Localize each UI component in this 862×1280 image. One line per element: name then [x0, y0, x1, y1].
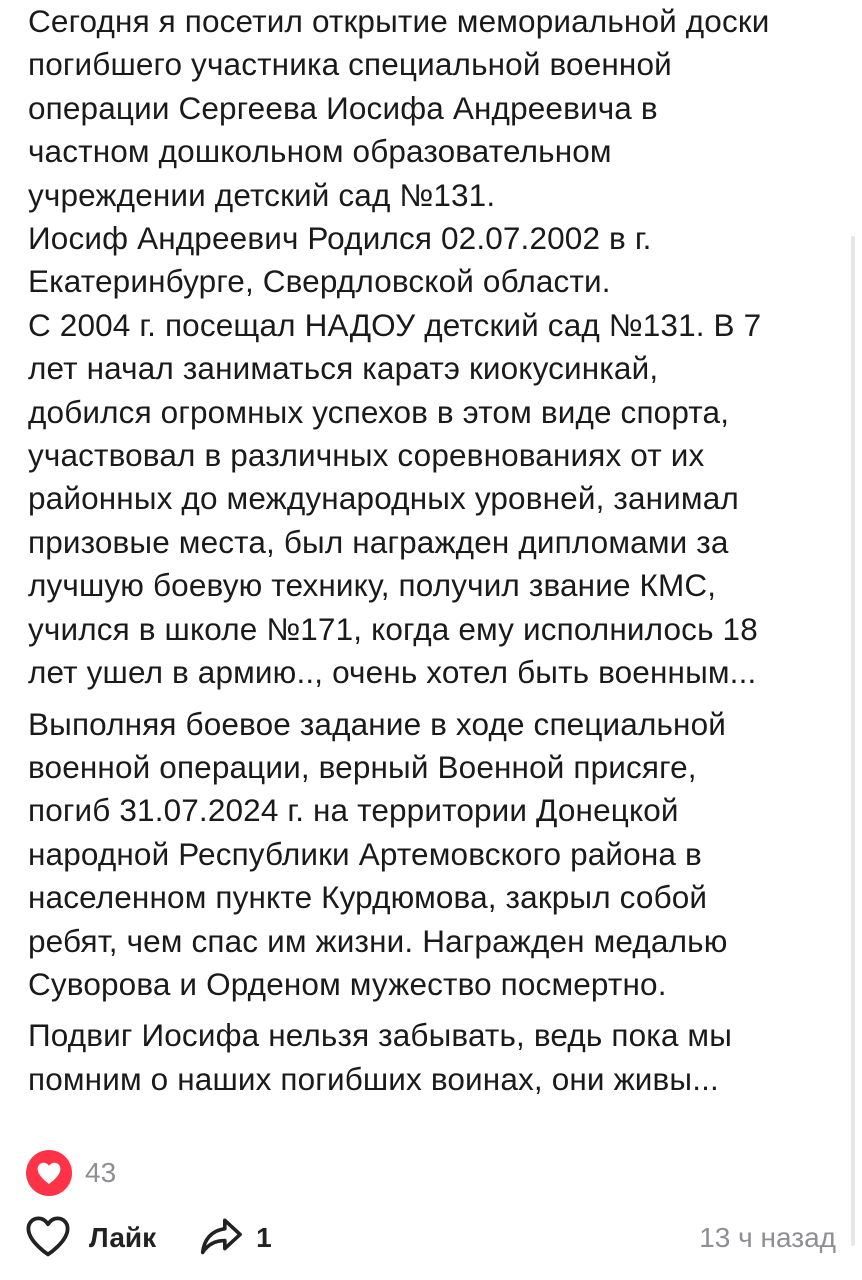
text-line: Иосиф Андреевич Родился 02.07.2002 в г.: [28, 220, 652, 257]
post-paragraph: [28, 703, 843, 1007]
post-actions-bar: [24, 1212, 836, 1264]
post-timestamp: 13 ч назад: [699, 1222, 836, 1253]
text-line: населенном пункте Курдюмова, закрыл собой: [28, 879, 708, 916]
post-paragraph: [28, 0, 843, 695]
scrollbar[interactable]: [851, 236, 855, 1246]
text-line: погибшего участника специальной военной: [28, 46, 672, 83]
likes-count: 43: [85, 1157, 117, 1188]
text-line: военной операции, верный Военной присяге,: [28, 748, 697, 785]
post-paragraph: [28, 1014, 843, 1101]
like-label: Лайк: [89, 1222, 157, 1253]
text-line: Екатеринбурге, Свердловской области.: [28, 263, 611, 300]
share-button[interactable]: [198, 1215, 272, 1262]
text-line: Сегодня я посетил открытие мемориальной доски: [28, 3, 770, 39]
text-line: лет ушел в армию.., очень хотел быть военным...: [28, 654, 757, 691]
text-line: добился огромных успехов в этом виде спорта,: [28, 393, 730, 430]
text-line: Суворова и Орденом мужество посмертно.: [28, 965, 667, 1002]
text-line: частном дошкольном образовательном: [28, 133, 612, 170]
text-line: С 2004 г. посещал НАДОУ детский сад №131. В 7: [28, 306, 762, 343]
text-line: учился в школе №171, когда ему исполнилось 18: [28, 610, 758, 647]
like-button[interactable]: [24, 1214, 156, 1263]
text-line: ребят, чем спас им жизни. Награжден медалью: [28, 922, 728, 959]
post-text: [28, 0, 843, 1101]
text-line: районных до международных уровней, занимал: [28, 480, 739, 517]
share-icon: [198, 1215, 244, 1262]
text-line: участвовал в различных соревнованиях от их: [28, 437, 705, 474]
heart-icon: [26, 1150, 72, 1196]
text-line: погиб 31.07.2024 г. на территории Донецкой: [28, 792, 679, 829]
text-line: лет начал заниматься каратэ киокусинкай,: [28, 350, 659, 387]
text-line: народной Республики Артемовского района в: [28, 835, 702, 872]
text-line: помним о наших погибших воинах, они живы...: [28, 1060, 719, 1097]
text-line: Подвиг Иосифа нельзя забывать, ведь пока мы: [28, 1017, 733, 1054]
reactions-summary[interactable]: [26, 1150, 116, 1196]
text-line: лучшую боевую технику, получил звание КМС,: [28, 567, 717, 604]
text-line: Выполняя боевое задание в ходе специальной: [28, 705, 726, 742]
heart-outline-icon: [24, 1214, 72, 1263]
share-count: 1: [256, 1222, 272, 1253]
text-line: призовые места, был награжден дипломами за: [28, 523, 729, 560]
text-line: операции Сергеева Иосифа Андреевича в: [28, 89, 658, 126]
text-line: учреждении детский сад №131.: [28, 176, 496, 213]
